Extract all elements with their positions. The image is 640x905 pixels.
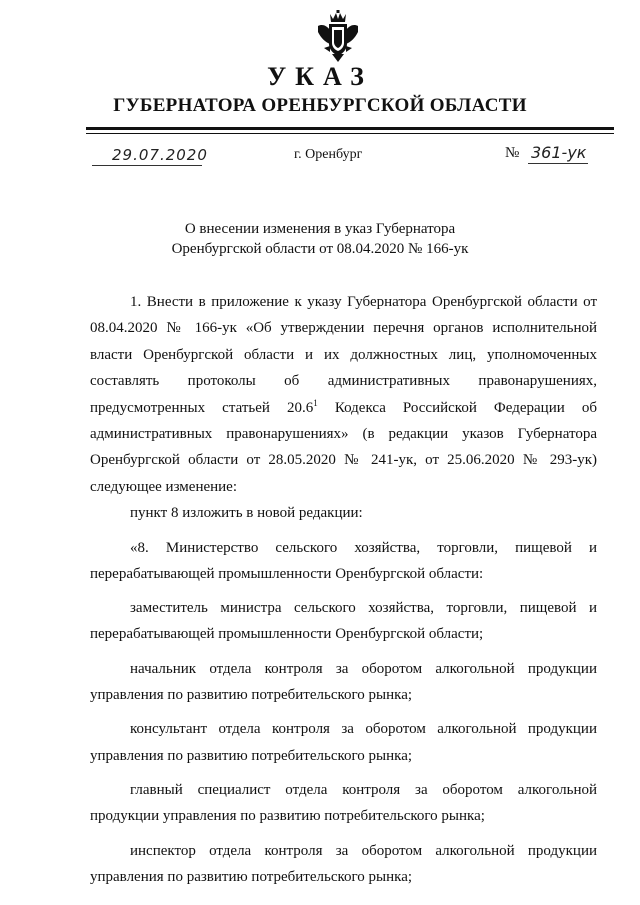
superscript: 1 (313, 397, 318, 408)
heading-line-2: Оренбургской области от 08.04.2020 № 166-ук (171, 241, 469, 257)
decree-title: УКАЗ (267, 62, 373, 91)
decree-city: г. Оренбург (294, 147, 363, 162)
paragraph-3: «8. Министерство сельского хозяйства, торговли, пищевой и перерабатывающей промышленности Оренбургской области: (90, 539, 597, 582)
paragraph-4: заместитель министра сельского хозяйства, торговли, пищевой и перерабатывающей промышленности Оренбургской области; (90, 600, 597, 643)
paragraph-1-text-a: 1. Внести в приложение к указу Губернатора Оренбургской области от 08.04.2020 № 166-ук «Об утверждении перечня органов исполнительной власти Оренбургской области и их должностных лиц, уполномоченных составлять протоколы об административных правонарушениях, предусмотренных статьей 20.6 (90, 294, 597, 416)
header-divider-thin (86, 133, 614, 134)
decree-heading (0, 219, 640, 259)
paragraph-1 (90, 289, 597, 500)
paragraph-1-text-b: Кодекса Российской Федерации об административных правонарушениях» (в редакции указов Губернатора Оренбургской области от 28.05.2020 № 241-ук, от 25.06.2020 № 293-ук) следующее изменение: (90, 399, 597, 495)
decree-number: 361-ук (531, 143, 587, 162)
coat-of-arms-icon (316, 10, 360, 62)
decree-body (90, 289, 597, 898)
number-sign: № (505, 145, 520, 161)
paragraph-2: пункт 8 изложить в новой редакции: (130, 505, 363, 522)
decree-date: 29.07.2020 (112, 146, 208, 164)
paragraph-6: консультант отдела контроля за оборотом алкогольной продукции управления по развитию потребительского рынка; (90, 721, 597, 764)
date-underline (92, 165, 202, 166)
paragraph-7: главный специалист отдела контроля за оборотом алкогольной продукции управления по развитию потребительского рынка; (90, 781, 597, 825)
paragraph-5: начальник отдела контроля за оборотом алкогольной продукции управления по развитию потребительского рынка; (90, 660, 597, 704)
header-divider-thick (86, 127, 614, 130)
paragraph-8: инспектор отдела контроля за оборотом алкогольной продукции управления по развитию потребительского рынка; (90, 842, 597, 885)
decree-issuer: ГУБЕРНАТОРА ОРЕНБУРГСКОЙ ОБЛАСТИ (113, 95, 527, 116)
number-underline (528, 163, 588, 164)
heading-line-1: О внесении изменения в указ Губернатора (184, 221, 456, 237)
